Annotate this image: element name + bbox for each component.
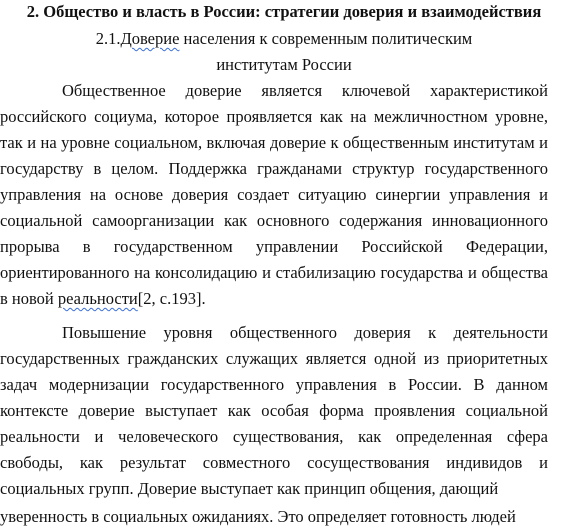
- subsection-heading-rest: населения к современным политическим: [179, 29, 473, 48]
- paragraph-2-last-line: уверенность в социальных ожиданиях. Это определяет готовность людей: [0, 507, 516, 526]
- subsection-heading-line2: институтам России: [216, 55, 352, 74]
- paragraph-2-last-line-clip: [0, 504, 568, 530]
- paragraph-1: [0, 78, 548, 312]
- subsection-heading-line1: [0, 26, 568, 52]
- section-heading: 2. Общество и власть в России: стратегии доверия и взаимодействия: [26, 2, 542, 21]
- paragraph-1-marked-word: реальности: [57, 289, 138, 308]
- paragraph-2: Повышение уровня общественного доверия к деятельности государственных гражданских служащих является одной из приоритетных задач модернизации государственного управления в России. В данном контексте доверие выступает как особая форма проявления социальной реальности и человеческого существования, как определенная сфера свободы, как результат совместного сосуществования индивидов и социальных групп. Доверие выступает как принцип общения, дающий: [0, 323, 548, 498]
- subsection-first-word: Доверие: [120, 29, 180, 48]
- paragraph-1-text: Общественное доверие является ключевой характеристикой российского социума, которое проявляется как на межличностном уровне, так и на уровне социальном, включая доверие к общественным институтам и государству в целом. Поддержка гражданами структур государственного управления на основе доверия создает ситуацию синергии управления и социальной самоорганизации как основного содержания инновационного прорыва в государственном управлении Российской Федерации, ориентированного на консолидацию и стабилизацию государства и общества в новой: [0, 81, 548, 308]
- subsection-number: 2.1.: [95, 29, 121, 48]
- paragraph-1-citation: [2, с.193].: [137, 289, 206, 308]
